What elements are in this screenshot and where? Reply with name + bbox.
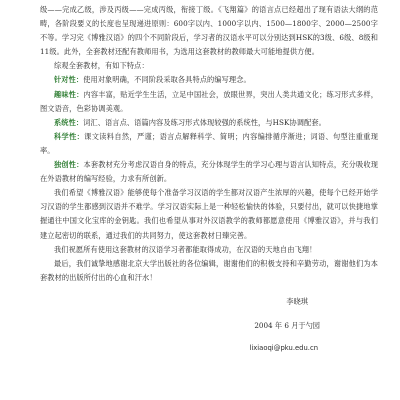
feature-item-interesting xyxy=(40,88,378,116)
paragraph-features-intro: 综观全套教材，有如下特点： xyxy=(54,61,149,71)
feature-text: 内容丰富，贴近学生生活，立足中国社会，放眼世界，突出人类共通文化；练习形式多样，图文语音，色彩协调美观。 xyxy=(40,89,378,113)
feature-text: 本套教材充分考虑汉语自身的特点，充分体现学生的学习心理与语言认知特点，充分吸收现在外语教材的编写经验，力求有所创新。 xyxy=(40,160,378,184)
feature-text: 课文读料自然，严谨；语言点解释科学、简明；内容编排循序渐进；词语、句型注重重现率。 xyxy=(40,131,379,155)
feature-text: 词汇、语言点、语篇内容及练习形式体现较强的系统性，与HSK协调配套。 xyxy=(83,117,326,127)
signature-email: lixiaoqi@pku.edu.cn xyxy=(249,344,318,352)
paragraph-thanks: 最后，我们诚挚地感谢北京大学出版社的各位编辑，谢谢他们的积极支持和辛勤劳动，谢谢他们为本套教材的出版所付出的心血和汗水！ xyxy=(40,258,378,282)
signature-date: 2004 年 6 月于勺园 xyxy=(254,321,320,330)
feature-item-scientific xyxy=(40,130,378,158)
feature-term: 独创性： xyxy=(54,160,84,170)
paragraph-levels: 级——完成乙级，涉及丙级——完成丙级，衔接丁级。《飞翔篇》的语言点已经超出了现有语法大纲的范畴，各阶段要义的长度也呈现递进原则：600字以内、1000字以内、1500—1800字、2000—2500字不等。学习完《博雅汉语》的四个不同阶段后，学习者的汉语水平可以分别达到HSK的3级、6级、8级和11级。此外，全套教材还配有教师用书，为选用这套教材的教师最大可能地提供方便。 xyxy=(40,5,378,57)
feature-term: 科学性： xyxy=(54,131,85,141)
feature-term: 针对性： xyxy=(54,75,84,85)
signature-name: 李晓琪 xyxy=(286,297,308,306)
feature-text: 使用对象明确，不同阶段采取各具特点的编写理念。 xyxy=(83,75,251,85)
feature-item-targeted xyxy=(40,73,378,87)
feature-term: 趣味性： xyxy=(54,89,84,99)
feature-item-systematic xyxy=(40,116,378,130)
feature-term: 系统性： xyxy=(54,117,84,127)
feature-list xyxy=(40,73,378,186)
feature-item-original xyxy=(40,158,378,186)
paragraph-wishes: 我们祝愿所有使用这套教材的汉语学习者都能取得成功，在汉语的天地自由飞翔！ xyxy=(54,244,317,254)
paragraph-hopes: 我们希望《博雅汉语》能够使每个准备学习汉语的学生都对汉语产生浓厚的兴趣，使每个已经开始学习汉语的学生都感到汉语并不难学。学习汉语实际上是一种轻松愉快的体验，只要付出，就可以快捷地掌握通往中国文化宝库的金钥匙。我们也希望从事对外汉语教学的教师都愿意使用《博雅汉语》，并与我们建立起密切的联系，通过我们的共同努力，使这套教材日臻完善。 xyxy=(40,188,378,240)
